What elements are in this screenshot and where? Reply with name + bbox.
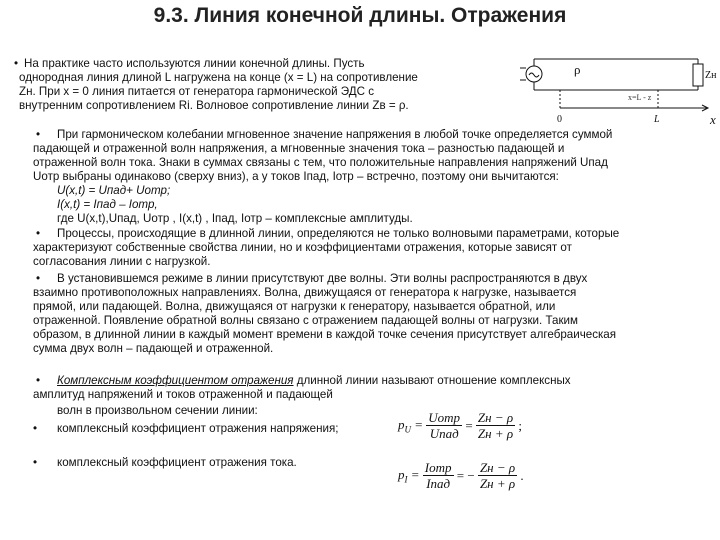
para4-line-2: взаимно противоположных направлениях. Волна, движущаяся от генератора к нагрузке, называется [33, 286, 577, 299]
bullet-para2: • [36, 128, 41, 141]
para2-line-4: Uотр выбраны одинаково (сверху вниз), а у токов Iпад, Iотр – встречно, поэтому они вычитаются: [33, 170, 559, 183]
line-circuit-diagram [512, 44, 720, 128]
para3-line-3: согласования линии с нагрузкой. [33, 255, 211, 268]
para4-line-3: прямой, или падающей. Волна, движущаяся от нагрузки к генератору, называется обратной, или [33, 300, 556, 313]
diagram-L: L [654, 114, 660, 125]
diagram-rho: ρ [574, 62, 581, 77]
formulaU-num2: Zн − ρ [477, 410, 514, 425]
para2-line-2: падающей и отраженной волн напряжения, а мгновенные значения тока – разностью падающей и [33, 142, 565, 155]
formulaI-den2: Zн + ρ [479, 476, 516, 491]
load-resistor-icon [693, 64, 703, 86]
bullet-para4: • [36, 272, 41, 285]
formulaU-den1: Uпад [429, 426, 459, 441]
formulaI-den1: Iпад [426, 476, 451, 491]
intro-line-3: Zн. При x = 0 линия питается от генератора гармонической ЭДС с [19, 85, 374, 98]
para4-line-5: образом, в длинной линии в каждый момент времени в каждой точке сечения присутствует алгебраическая [33, 328, 617, 341]
bullet-item1: • [33, 422, 38, 435]
intro-line-1: На практике часто используются линии конечной длины. Пусть [24, 57, 365, 70]
para2-where: где U(x,t),Uпад, Uотр , I(x,t) , Iпад, Iотр – комплексные амплитуды. [57, 212, 413, 225]
diagram-xlabel: x=L - z [628, 93, 652, 102]
para2-line-1: При гармоническом колебании мгновенное значение напряжения в любой точке определяется суммой [57, 128, 613, 141]
equation-voltage-sum: U(x,t) = Uпад+ Uотр; [57, 184, 171, 197]
bullet-para5: • [36, 374, 41, 387]
generator-icon [526, 66, 542, 82]
para5-line-2: амплитуд напряжений и токов отраженной и падающей [33, 388, 333, 401]
diagram-zn: Zн [705, 70, 717, 81]
formulaU-num1: Uотр [428, 410, 461, 425]
intro-line-2: однородная линия длиной L нагружена на конце (x = L) на сопротивление [19, 71, 418, 84]
para4-line-1: В установившемся режиме в линии присутствуют две волны. Эти волны распространяются в двух [57, 272, 588, 285]
para4-line-6: сумма двух волн – падающей и отраженной. [33, 342, 274, 355]
equation-current-diff: I(x,t) = Iпад – Iотр, [57, 198, 158, 211]
item1-text: комплексный коэффициент отражения напряжения; [57, 422, 339, 435]
formulaI-num1: Iотр [424, 460, 452, 475]
formula-voltage-reflection: $p_U$ = $\frac{\text{Uотр}}{\text{Uпад}}$ = $\frac{Zн - \rho}{Zн + \rho}$ ; [398, 410, 522, 441]
para5-line-1 [57, 374, 571, 388]
bullet-item2: • [33, 456, 38, 469]
bullet-intro: • [14, 57, 19, 70]
formulaU-den2: Zн + ρ [477, 426, 514, 441]
term-reflection-coefficient: Комплексным коэффициентом отражения [57, 374, 294, 387]
diagram-x: x [710, 112, 716, 127]
item2-text: комплексный коэффициент отражения тока. [57, 456, 297, 469]
para5-line-3: волн в произвольном сечении линии: [57, 404, 258, 417]
para2-line-3: отраженной волн тока. Знаки в суммах связаны с тем, что положительные направления напряжений Uпад [33, 156, 608, 169]
bullet-para3: • [36, 227, 41, 240]
para4-line-4: отраженной. Появление обратной волны связано с отражением падающей волны от нагрузки. Таким [33, 314, 578, 327]
para3-line-1: Процессы, происходящие в длинной линии, определяются не только волновыми параметрами, которые [57, 227, 620, 240]
formula-current-reflection: $p_I$ = $\frac{\text{Iотр}}{\text{Iпад}}$ = − $\frac{Zн - \rho}{Zн + \rho}$ . [398, 460, 524, 491]
intro-line-4: внутренним сопротивлением Ri. Волновое сопротивление линии Zв = ρ. [19, 99, 409, 112]
formulaI-num2: Zн − ρ [479, 460, 516, 475]
diagram-zero: 0 [557, 114, 562, 125]
page-title: 9.3. Линия конечной длины. Отражения [153, 4, 567, 27]
para5-rest: длинной линии называют отношение комплексных [293, 374, 571, 387]
para3-line-2: характеризуют собственные свойства линии, но и коэффициентами отражения, которые зависят от [33, 241, 572, 254]
